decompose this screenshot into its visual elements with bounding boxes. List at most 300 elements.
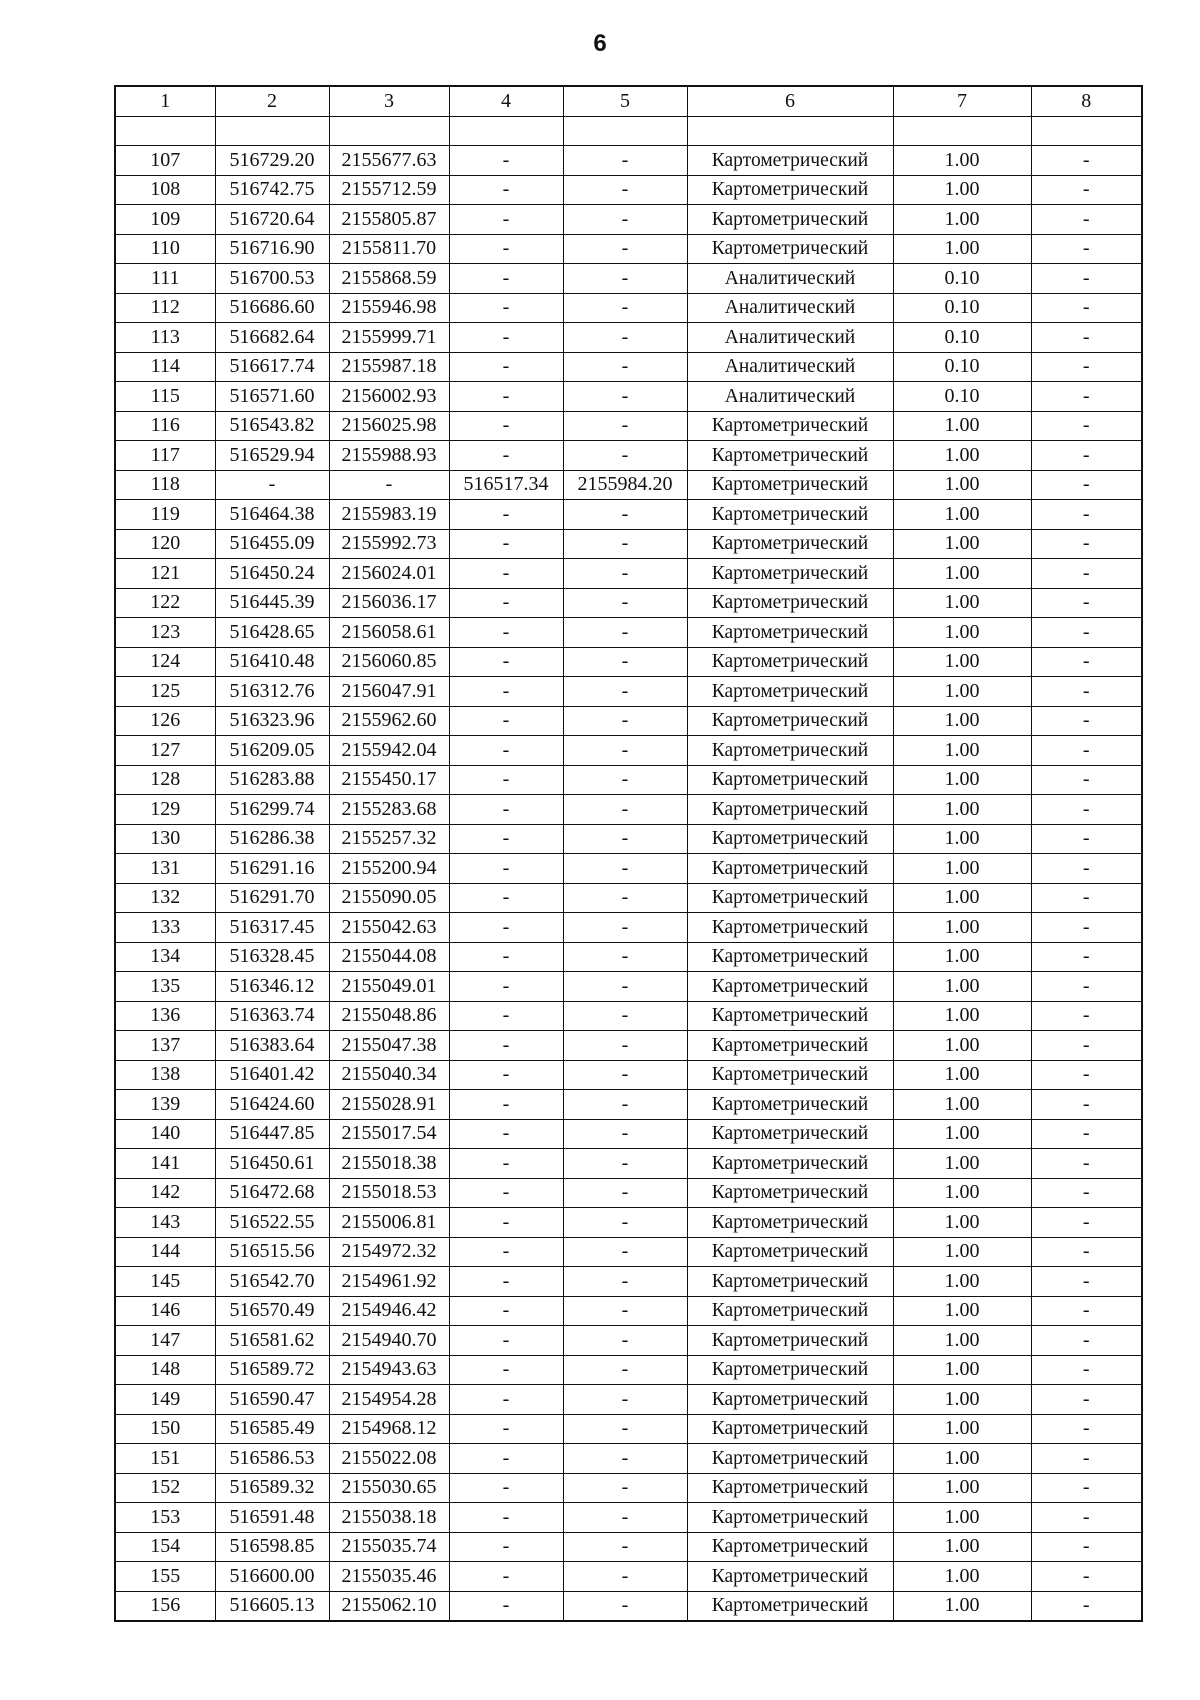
- cell-y-coordinate-alt: -: [563, 1237, 687, 1267]
- cell-y-coordinate: 2155677.63: [329, 146, 449, 176]
- cell-x-coordinate-alt: -: [449, 411, 563, 441]
- cell-y-coordinate: 2155038.18: [329, 1503, 449, 1533]
- cell-accuracy: 0.10: [893, 293, 1031, 323]
- cell-method: Картометрический: [687, 470, 893, 500]
- page-number: 6: [593, 30, 607, 57]
- table-row: [115, 1473, 1142, 1503]
- cell-y-coordinate-alt: -: [563, 1178, 687, 1208]
- cell-y-coordinate-alt: -: [563, 323, 687, 353]
- cell-note: -: [1031, 234, 1142, 264]
- table-row: [115, 883, 1142, 913]
- cell-point-number: 113: [115, 323, 215, 353]
- cell-method: Картометрический: [687, 1149, 893, 1179]
- cell-x-coordinate: 516328.45: [215, 942, 329, 972]
- cell-x-coordinate: 516317.45: [215, 913, 329, 943]
- cell-method: Аналитический: [687, 382, 893, 412]
- table-row: [115, 175, 1142, 205]
- cell-x-coordinate-alt: -: [449, 1178, 563, 1208]
- cell-y-coordinate: 2156036.17: [329, 588, 449, 618]
- cell-note: -: [1031, 942, 1142, 972]
- table-row: [115, 411, 1142, 441]
- cell-x-coordinate: 516543.82: [215, 411, 329, 441]
- cell-x-coordinate-alt: -: [449, 1296, 563, 1326]
- cell-y-coordinate: 2156060.85: [329, 647, 449, 677]
- cell-point-number: 125: [115, 677, 215, 707]
- cell-note: -: [1031, 913, 1142, 943]
- cell-accuracy: 1.00: [893, 1414, 1031, 1444]
- cell-method: Картометрический: [687, 146, 893, 176]
- cell-point-number: 122: [115, 588, 215, 618]
- cell-method: Картометрический: [687, 1119, 893, 1149]
- cell-point-number: 108: [115, 175, 215, 205]
- cell-accuracy: 1.00: [893, 559, 1031, 589]
- cell-note: -: [1031, 146, 1142, 176]
- cell-x-coordinate: 516447.85: [215, 1119, 329, 1149]
- cell-point-number: 134: [115, 942, 215, 972]
- cell-x-coordinate: 516522.55: [215, 1208, 329, 1238]
- cell-point-number: 111: [115, 264, 215, 294]
- cell-y-coordinate-alt: -: [563, 234, 687, 264]
- cell-y-coordinate: 2155283.68: [329, 795, 449, 825]
- cell-y-coordinate: 2154946.42: [329, 1296, 449, 1326]
- cell-point-number: 129: [115, 795, 215, 825]
- cell-x-coordinate: 516591.48: [215, 1503, 329, 1533]
- cell-y-coordinate-alt: -: [563, 1296, 687, 1326]
- cell-method: Картометрический: [687, 854, 893, 884]
- cell-method: Картометрический: [687, 1355, 893, 1385]
- cell-x-coordinate-alt: -: [449, 559, 563, 589]
- cell-point-number: 139: [115, 1090, 215, 1120]
- cell-point-number: 109: [115, 205, 215, 235]
- cell-y-coordinate-alt: -: [563, 942, 687, 972]
- cell-note: -: [1031, 706, 1142, 736]
- table-row: [115, 146, 1142, 176]
- table-row: [115, 1001, 1142, 1031]
- cell-y-coordinate: 2155044.08: [329, 942, 449, 972]
- cell-x-coordinate: 516682.64: [215, 323, 329, 353]
- cell-y-coordinate: 2155868.59: [329, 264, 449, 294]
- cell-x-coordinate-alt: -: [449, 264, 563, 294]
- cell-point-number: 130: [115, 824, 215, 854]
- cell-method: [687, 116, 893, 146]
- cell-point-number: 137: [115, 1031, 215, 1061]
- cell-point-number: [115, 116, 215, 146]
- coordinates-table: [114, 85, 1143, 1622]
- table-row: [115, 765, 1142, 795]
- cell-method: Аналитический: [687, 264, 893, 294]
- cell-accuracy: 1.00: [893, 677, 1031, 707]
- cell-x-coordinate: 516571.60: [215, 382, 329, 412]
- cell-y-coordinate-alt: -: [563, 618, 687, 648]
- cell-note: -: [1031, 352, 1142, 382]
- cell-x-coordinate-alt: -: [449, 677, 563, 707]
- cell-accuracy: 1.00: [893, 1385, 1031, 1415]
- cell-x-coordinate-alt: -: [449, 647, 563, 677]
- cell-x-coordinate-alt: -: [449, 1355, 563, 1385]
- cell-y-coordinate: 2155018.53: [329, 1178, 449, 1208]
- cell-x-coordinate-alt: -: [449, 1562, 563, 1592]
- cell-x-coordinate: 516581.62: [215, 1326, 329, 1356]
- cell-accuracy: 1.00: [893, 1060, 1031, 1090]
- cell-y-coordinate: 2155035.74: [329, 1532, 449, 1562]
- table-row: [115, 1119, 1142, 1149]
- cell-note: -: [1031, 500, 1142, 530]
- cell-note: -: [1031, 1444, 1142, 1474]
- cell-point-number: 127: [115, 736, 215, 766]
- cell-x-coordinate: 516323.96: [215, 706, 329, 736]
- table-row: [115, 972, 1142, 1002]
- cell-point-number: 151: [115, 1444, 215, 1474]
- cell-note: -: [1031, 323, 1142, 353]
- cell-x-coordinate-alt: -: [449, 765, 563, 795]
- cell-y-coordinate-alt: -: [563, 1119, 687, 1149]
- cell-note: -: [1031, 736, 1142, 766]
- cell-point-number: 144: [115, 1237, 215, 1267]
- table-row: [115, 1090, 1142, 1120]
- cell-x-coordinate-alt: -: [449, 1444, 563, 1474]
- cell-y-coordinate: 2154943.63: [329, 1355, 449, 1385]
- cell-y-coordinate-alt: -: [563, 205, 687, 235]
- cell-x-coordinate-alt: -: [449, 1385, 563, 1415]
- cell-accuracy: 1.00: [893, 411, 1031, 441]
- cell-x-coordinate-alt: -: [449, 1591, 563, 1621]
- cell-x-coordinate-alt: -: [449, 972, 563, 1002]
- column-header-4: 4: [449, 86, 563, 116]
- cell-note: -: [1031, 1060, 1142, 1090]
- cell-method: Картометрический: [687, 1031, 893, 1061]
- cell-note: -: [1031, 1149, 1142, 1179]
- cell-point-number: 121: [115, 559, 215, 589]
- cell-x-coordinate-alt: -: [449, 1532, 563, 1562]
- cell-y-coordinate-alt: -: [563, 441, 687, 471]
- cell-note: -: [1031, 1385, 1142, 1415]
- cell-method: Картометрический: [687, 529, 893, 559]
- cell-note: -: [1031, 854, 1142, 884]
- table-row: [115, 1385, 1142, 1415]
- cell-x-coordinate: 516363.74: [215, 1001, 329, 1031]
- cell-x-coordinate-alt: -: [449, 441, 563, 471]
- table-row: [115, 1149, 1142, 1179]
- cell-y-coordinate-alt: -: [563, 559, 687, 589]
- cell-method: Картометрический: [687, 1296, 893, 1326]
- cell-y-coordinate: 2155047.38: [329, 1031, 449, 1061]
- cell-y-coordinate-alt: -: [563, 972, 687, 1002]
- cell-point-number: 120: [115, 529, 215, 559]
- cell-accuracy: 1.00: [893, 1149, 1031, 1179]
- cell-method: Картометрический: [687, 1267, 893, 1297]
- cell-x-coordinate-alt: -: [449, 1031, 563, 1061]
- table-row: [115, 559, 1142, 589]
- cell-y-coordinate: 2156024.01: [329, 559, 449, 589]
- cell-accuracy: 1.00: [893, 441, 1031, 471]
- cell-y-coordinate: 2155450.17: [329, 765, 449, 795]
- cell-y-coordinate-alt: -: [563, 411, 687, 441]
- cell-point-number: 131: [115, 854, 215, 884]
- cell-note: -: [1031, 1237, 1142, 1267]
- cell-y-coordinate: 2155999.71: [329, 323, 449, 353]
- cell-point-number: 114: [115, 352, 215, 382]
- cell-y-coordinate: 2155992.73: [329, 529, 449, 559]
- table-row: [115, 1503, 1142, 1533]
- cell-note: -: [1031, 1355, 1142, 1385]
- cell-method: Картометрический: [687, 1532, 893, 1562]
- table-header: [115, 86, 1142, 116]
- cell-accuracy: 1.00: [893, 647, 1031, 677]
- cell-point-number: 118: [115, 470, 215, 500]
- cell-method: Картометрический: [687, 1414, 893, 1444]
- table-row: [115, 205, 1142, 235]
- table-row: [115, 1267, 1142, 1297]
- cell-x-coordinate: 516605.13: [215, 1591, 329, 1621]
- cell-accuracy: 1.00: [893, 1001, 1031, 1031]
- cell-x-coordinate: 516450.24: [215, 559, 329, 589]
- cell-accuracy: 1.00: [893, 618, 1031, 648]
- cell-method: Картометрический: [687, 765, 893, 795]
- cell-y-coordinate-alt: -: [563, 795, 687, 825]
- table-row: [115, 706, 1142, 736]
- cell-note: -: [1031, 618, 1142, 648]
- cell-method: Картометрический: [687, 559, 893, 589]
- cell-method: Картометрический: [687, 1090, 893, 1120]
- cell-x-coordinate-alt: -: [449, 1503, 563, 1533]
- cell-y-coordinate: 2155987.18: [329, 352, 449, 382]
- cell-y-coordinate-alt: -: [563, 677, 687, 707]
- cell-x-coordinate: 516686.60: [215, 293, 329, 323]
- cell-point-number: 142: [115, 1178, 215, 1208]
- cell-point-number: 143: [115, 1208, 215, 1238]
- table-row: [115, 1562, 1142, 1592]
- table-row: [115, 1060, 1142, 1090]
- cell-note: -: [1031, 175, 1142, 205]
- cell-point-number: 128: [115, 765, 215, 795]
- cell-method: Картометрический: [687, 205, 893, 235]
- cell-note: -: [1031, 972, 1142, 1002]
- cell-point-number: 115: [115, 382, 215, 412]
- cell-method: Картометрический: [687, 1237, 893, 1267]
- cell-point-number: 149: [115, 1385, 215, 1415]
- cell-accuracy: 1.00: [893, 1090, 1031, 1120]
- cell-method: Картометрический: [687, 500, 893, 530]
- cell-point-number: 141: [115, 1149, 215, 1179]
- cell-x-coordinate: 516410.48: [215, 647, 329, 677]
- cell-y-coordinate: 2155200.94: [329, 854, 449, 884]
- cell-x-coordinate: 516455.09: [215, 529, 329, 559]
- cell-accuracy: 1.00: [893, 470, 1031, 500]
- cell-point-number: 148: [115, 1355, 215, 1385]
- cell-method: Картометрический: [687, 824, 893, 854]
- cell-point-number: 152: [115, 1473, 215, 1503]
- cell-x-coordinate-alt: -: [449, 588, 563, 618]
- cell-y-coordinate-alt: -: [563, 175, 687, 205]
- table-row: [115, 293, 1142, 323]
- cell-point-number: 126: [115, 706, 215, 736]
- cell-x-coordinate: 516720.64: [215, 205, 329, 235]
- cell-x-coordinate-alt: 516517.34: [449, 470, 563, 500]
- cell-x-coordinate-alt: -: [449, 352, 563, 382]
- cell-note: -: [1031, 470, 1142, 500]
- cell-accuracy: 0.10: [893, 352, 1031, 382]
- cell-method: Картометрический: [687, 1591, 893, 1621]
- cell-accuracy: 1.00: [893, 883, 1031, 913]
- table-row: [115, 1355, 1142, 1385]
- cell-accuracy: 1.00: [893, 234, 1031, 264]
- table-row: [115, 264, 1142, 294]
- table-row: [115, 824, 1142, 854]
- cell-y-coordinate: 2154954.28: [329, 1385, 449, 1415]
- cell-accuracy: 1.00: [893, 942, 1031, 972]
- cell-y-coordinate: 2155018.38: [329, 1149, 449, 1179]
- cell-accuracy: 1.00: [893, 972, 1031, 1002]
- cell-note: -: [1031, 1119, 1142, 1149]
- cell-x-coordinate-alt: -: [449, 529, 563, 559]
- cell-x-coordinate: 516700.53: [215, 264, 329, 294]
- table-row: [115, 234, 1142, 264]
- cell-y-coordinate: 2155257.32: [329, 824, 449, 854]
- cell-x-coordinate: 516585.49: [215, 1414, 329, 1444]
- cell-accuracy: 0.10: [893, 323, 1031, 353]
- cell-y-coordinate: 2155040.34: [329, 1060, 449, 1090]
- cell-note: -: [1031, 883, 1142, 913]
- cell-y-coordinate: 2155962.60: [329, 706, 449, 736]
- cell-x-coordinate-alt: -: [449, 942, 563, 972]
- cell-y-coordinate-alt: -: [563, 854, 687, 884]
- cell-x-coordinate: 516445.39: [215, 588, 329, 618]
- cell-accuracy: 1.00: [893, 1355, 1031, 1385]
- cell-y-coordinate: 2155988.93: [329, 441, 449, 471]
- cell-y-coordinate-alt: -: [563, 1414, 687, 1444]
- cell-note: -: [1031, 1473, 1142, 1503]
- cell-note: -: [1031, 765, 1142, 795]
- cell-y-coordinate-alt: [563, 116, 687, 146]
- cell-y-coordinate: 2155062.10: [329, 1591, 449, 1621]
- cell-y-coordinate: -: [329, 470, 449, 500]
- cell-method: Аналитический: [687, 323, 893, 353]
- cell-note: -: [1031, 1267, 1142, 1297]
- column-header-6: 6: [687, 86, 893, 116]
- cell-point-number: 146: [115, 1296, 215, 1326]
- table-row: [115, 441, 1142, 471]
- cell-y-coordinate: 2154972.32: [329, 1237, 449, 1267]
- cell-x-coordinate-alt: -: [449, 1001, 563, 1031]
- cell-accuracy: 1.00: [893, 529, 1031, 559]
- cell-accuracy: [893, 116, 1031, 146]
- cell-y-coordinate: 2155042.63: [329, 913, 449, 943]
- cell-x-coordinate: 516472.68: [215, 1178, 329, 1208]
- cell-x-coordinate: 516515.56: [215, 1237, 329, 1267]
- cell-x-coordinate: 516312.76: [215, 677, 329, 707]
- cell-accuracy: 0.10: [893, 382, 1031, 412]
- cell-note: -: [1031, 1001, 1142, 1031]
- cell-accuracy: 1.00: [893, 1473, 1031, 1503]
- cell-y-coordinate-alt: -: [563, 647, 687, 677]
- column-header-1: 1: [115, 86, 215, 116]
- cell-x-coordinate: 516291.16: [215, 854, 329, 884]
- cell-accuracy: 1.00: [893, 1444, 1031, 1474]
- cell-note: [1031, 116, 1142, 146]
- cell-point-number: 133: [115, 913, 215, 943]
- cell-note: -: [1031, 1090, 1142, 1120]
- cell-note: -: [1031, 1178, 1142, 1208]
- cell-y-coordinate-alt: -: [563, 529, 687, 559]
- cell-y-coordinate: 2155090.05: [329, 883, 449, 913]
- cell-note: -: [1031, 1208, 1142, 1238]
- table-row: [115, 1444, 1142, 1474]
- cell-x-coordinate-alt: -: [449, 1208, 563, 1238]
- cell-x-coordinate: 516589.72: [215, 1355, 329, 1385]
- table-row: [115, 942, 1142, 972]
- cell-point-number: 110: [115, 234, 215, 264]
- cell-x-coordinate: 516209.05: [215, 736, 329, 766]
- cell-y-coordinate: 2155017.54: [329, 1119, 449, 1149]
- cell-x-coordinate: 516286.38: [215, 824, 329, 854]
- table-body: [115, 116, 1142, 1621]
- cell-method: Картометрический: [687, 441, 893, 471]
- cell-accuracy: 1.00: [893, 736, 1031, 766]
- cell-y-coordinate-alt: -: [563, 1385, 687, 1415]
- table-row: [115, 1326, 1142, 1356]
- cell-x-coordinate-alt: -: [449, 1060, 563, 1090]
- cell-x-coordinate-alt: -: [449, 913, 563, 943]
- cell-note: -: [1031, 795, 1142, 825]
- cell-note: -: [1031, 588, 1142, 618]
- cell-y-coordinate-alt: -: [563, 352, 687, 382]
- cell-x-coordinate-alt: -: [449, 146, 563, 176]
- cell-accuracy: 1.00: [893, 1296, 1031, 1326]
- cell-x-coordinate: 516542.70: [215, 1267, 329, 1297]
- cell-y-coordinate-alt: -: [563, 1532, 687, 1562]
- cell-x-coordinate: 516383.64: [215, 1031, 329, 1061]
- cell-method: Аналитический: [687, 352, 893, 382]
- cell-note: -: [1031, 205, 1142, 235]
- cell-point-number: 136: [115, 1001, 215, 1031]
- cell-note: -: [1031, 441, 1142, 471]
- cell-x-coordinate: 516598.85: [215, 1532, 329, 1562]
- cell-y-coordinate: 2155030.65: [329, 1473, 449, 1503]
- table-row: [115, 529, 1142, 559]
- cell-point-number: 124: [115, 647, 215, 677]
- cell-y-coordinate-alt: 2155984.20: [563, 470, 687, 500]
- cell-y-coordinate: 2155811.70: [329, 234, 449, 264]
- column-header-8: 8: [1031, 86, 1142, 116]
- cell-y-coordinate: 2156025.98: [329, 411, 449, 441]
- cell-x-coordinate-alt: -: [449, 1119, 563, 1149]
- table-row: [115, 795, 1142, 825]
- table-row: [115, 382, 1142, 412]
- cell-method: Картометрический: [687, 618, 893, 648]
- table-row: [115, 618, 1142, 648]
- cell-note: -: [1031, 1532, 1142, 1562]
- cell-y-coordinate-alt: -: [563, 1208, 687, 1238]
- cell-x-coordinate-alt: -: [449, 618, 563, 648]
- cell-x-coordinate-alt: -: [449, 854, 563, 884]
- cell-accuracy: 1.00: [893, 1208, 1031, 1238]
- table-row: [115, 500, 1142, 530]
- cell-y-coordinate-alt: -: [563, 824, 687, 854]
- cell-x-coordinate-alt: -: [449, 293, 563, 323]
- cell-method: Картометрический: [687, 175, 893, 205]
- cell-y-coordinate: 2156047.91: [329, 677, 449, 707]
- table-row: [115, 1532, 1142, 1562]
- cell-y-coordinate-alt: -: [563, 1267, 687, 1297]
- table-row: [115, 1296, 1142, 1326]
- cell-accuracy: 1.00: [893, 1237, 1031, 1267]
- table-row: [115, 1237, 1142, 1267]
- cell-method: Картометрический: [687, 588, 893, 618]
- cell-point-number: 119: [115, 500, 215, 530]
- cell-point-number: 116: [115, 411, 215, 441]
- cell-note: -: [1031, 647, 1142, 677]
- cell-note: -: [1031, 1414, 1142, 1444]
